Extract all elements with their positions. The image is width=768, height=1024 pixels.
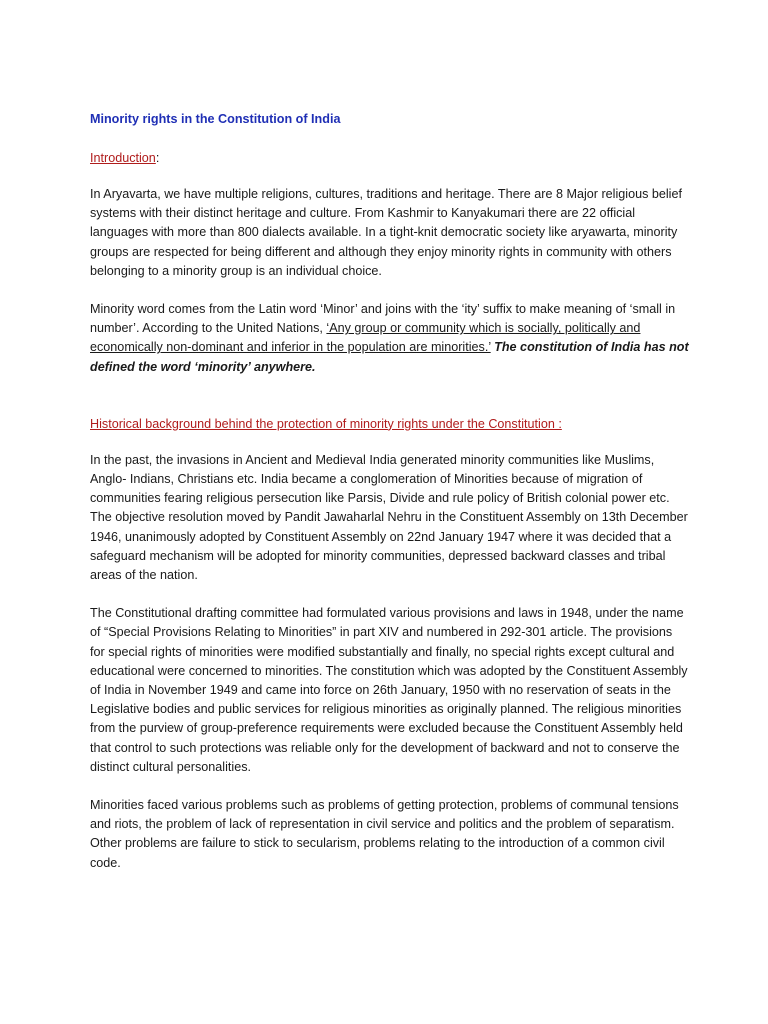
- historical-background-heading-text: Historical background behind the protection of minority rights under the Constitution :: [90, 416, 562, 431]
- introduction-heading-colon: :: [155, 151, 160, 165]
- introduction-paragraph-2: [90, 300, 690, 377]
- historical-paragraph-1: In the past, the invasions in Ancient and Medieval India generated minority communities like Muslims, Anglo- Indians, Christians etc. India became a conglomeration of Minorities because of migration of communities fearing religious persecution like Parsis, Divide and rule policy of British colonial power etc. The objective resolution moved by Pandit Jawaharlal Nehru in the Constituent Assembly on 13th December 1946, unanimously adopted by Constituent Assembly on 22nd January 1947 where it was decided that a safeguard mechanism will be adopted for minority communities, depressed backward classes and tribal areas of the nation.: [90, 452, 688, 583]
- introduction-paragraph-1: In Aryavarta, we have multiple religions, cultures, traditions and heritage. There are 8 Major religious belief systems with their distinct heritage and culture. From Kashmir to Kanyakumari there are 22 official languages with more than 800 dialects available. In a tight-knit democratic society like aryawarta, minority groups are respected for being different and although they enjoy minority rights in community with others belonging to a minority group is an individual choice.: [90, 187, 682, 278]
- section-spacer: [90, 396, 690, 415]
- un-definition-quote: ‘Any group or community which is socially, politically and economically non-dominant and inferior in the population are minorities.’: [90, 321, 641, 355]
- historical-paragraph-3: Minorities faced various problems such as problems of getting protection, problems of communal tensions and riots, the problem of lack of representation in civil service and politics and the problem of separatism. Other problems are failure to stick to secularism, problems relating to the introduction of a common civil code.: [90, 798, 679, 870]
- historical-background-heading: [90, 415, 690, 434]
- document-title: Minority rights in the Constitution of India: [90, 112, 341, 126]
- constitution-emphasis-text: The constitution of India has not defined the word ‘minority’ anywhere.: [90, 340, 689, 374]
- introduction-heading: [90, 149, 690, 168]
- introduction-paragraph-2-lead: Minority word comes from the Latin word ‘Minor’ and joins with the ‘ity’ suffix to make meaning of ‘small in number’. According to the United Nations,: [90, 302, 676, 336]
- document-page: [90, 110, 690, 892]
- introduction-heading-text: Introduction: [90, 151, 156, 165]
- historical-paragraph-2: The Constitutional drafting committee had formulated various provisions and laws in 1948, under the name of “Special Provisions Relating to Minorities” in part XIV and numbered in 292-301 article. The provisions for special rights of minorities were modified substantially and finally, no special rights except cultural and educational were concerned to minorities. The constitution which was adopted by the Constituent Assembly of India in November 1949 and came into force on 26th January, 1950 with no reservation of seats in the Legislative bodies and public services for religious minorities as originally planned. The religious minorities from the purview of group-preference requirements were excluded because the Constituent Assembly held that control to such protections was reliable only for the development of backward and not to conserve the distinct cultural personalities.: [90, 606, 688, 774]
